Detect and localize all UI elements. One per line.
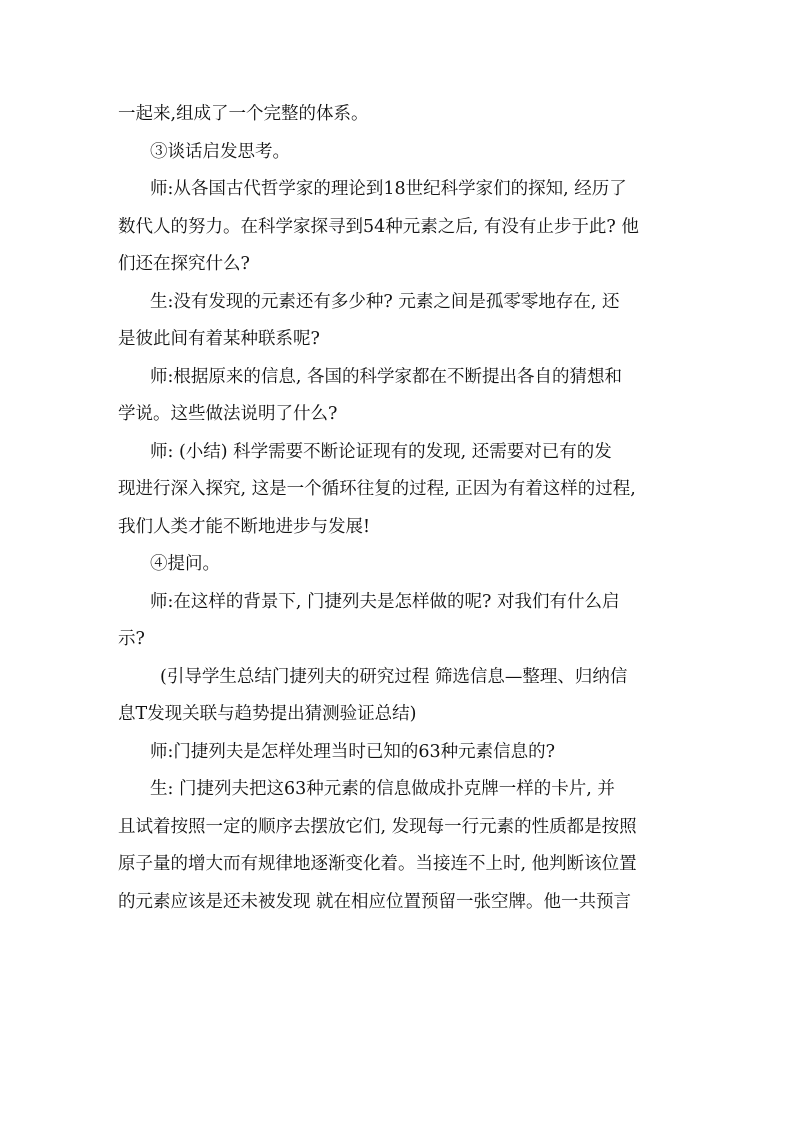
text-line: 现进行深入探究, 这是一个循环往复的过程, 正因为有着这样的过程,	[118, 479, 636, 499]
text-line: (引导学生总结门捷列夫的研究过程 筛选信息—整理、归纳信	[160, 666, 628, 687]
paragraph-11	[118, 771, 688, 921]
paragraph-9	[118, 659, 688, 734]
text-line: 师: (小结) 科学需要不断论证现有的发现, 还需要对已有的发	[150, 441, 612, 462]
paragraph-5	[118, 359, 688, 434]
text-line: 息T发现关联与趋势提出猜测验证总结)	[118, 704, 417, 724]
text-line: 师:从各国古代哲学家的理论到18世纪科学家们的探知, 经历了	[150, 179, 627, 199]
paragraph-2	[118, 134, 688, 172]
text-line: ③谈话启发思考。	[150, 141, 290, 162]
text-line: 是彼此间有着某种联系呢?	[118, 329, 320, 349]
document-body	[118, 96, 688, 921]
text-line: 师:根据原来的信息, 各国的科学家都在不断提出各自的猜想和	[150, 366, 623, 387]
paragraph-10	[118, 734, 688, 772]
paragraph-6	[118, 434, 688, 547]
text-line: 原子量的增大而有规律地逐渐变化着。当接连不上时, 他判断该位置	[118, 854, 637, 874]
text-line: 一起来,组成了一个完整的体系。	[118, 104, 369, 124]
paragraph-7	[118, 546, 688, 584]
text-line: 学说。这些做法说明了什么?	[118, 404, 338, 424]
paragraph-8	[118, 584, 688, 659]
text-line: 的元素应该是还未被发现 就在相应位置预留一张空牌。他一共预言	[118, 891, 632, 912]
text-line: 生: 门捷列夫把这63种元素的信息做成扑克牌一样的卡片, 并	[150, 779, 615, 799]
text-line: 师:在这样的背景下, 门捷列夫是怎样做的呢? 对我们有什么启	[150, 591, 620, 612]
text-line: ④提问。	[150, 554, 220, 574]
text-line: 生:没有发现的元素还有多少种? 元素之间是孤零零地存在, 还	[150, 291, 620, 312]
paragraph-1	[118, 96, 688, 134]
text-line: 数代人的努力。在科学家探寻到54种元素之后, 有没有止步于此? 他	[118, 216, 639, 237]
text-line: 们还在探究什么?	[118, 254, 250, 274]
text-line: 示?	[118, 629, 145, 649]
text-line: 且试着按照一定的顺序去摆放它们, 发现每一行元素的性质都是按照	[118, 816, 637, 837]
paragraph-4	[118, 284, 688, 359]
text-line: 我们人类才能不断地进步与发展!	[118, 516, 371, 537]
paragraph-3	[118, 171, 688, 284]
text-line: 师:门捷列夫是怎样处理当时已知的63种元素信息的?	[150, 741, 556, 762]
